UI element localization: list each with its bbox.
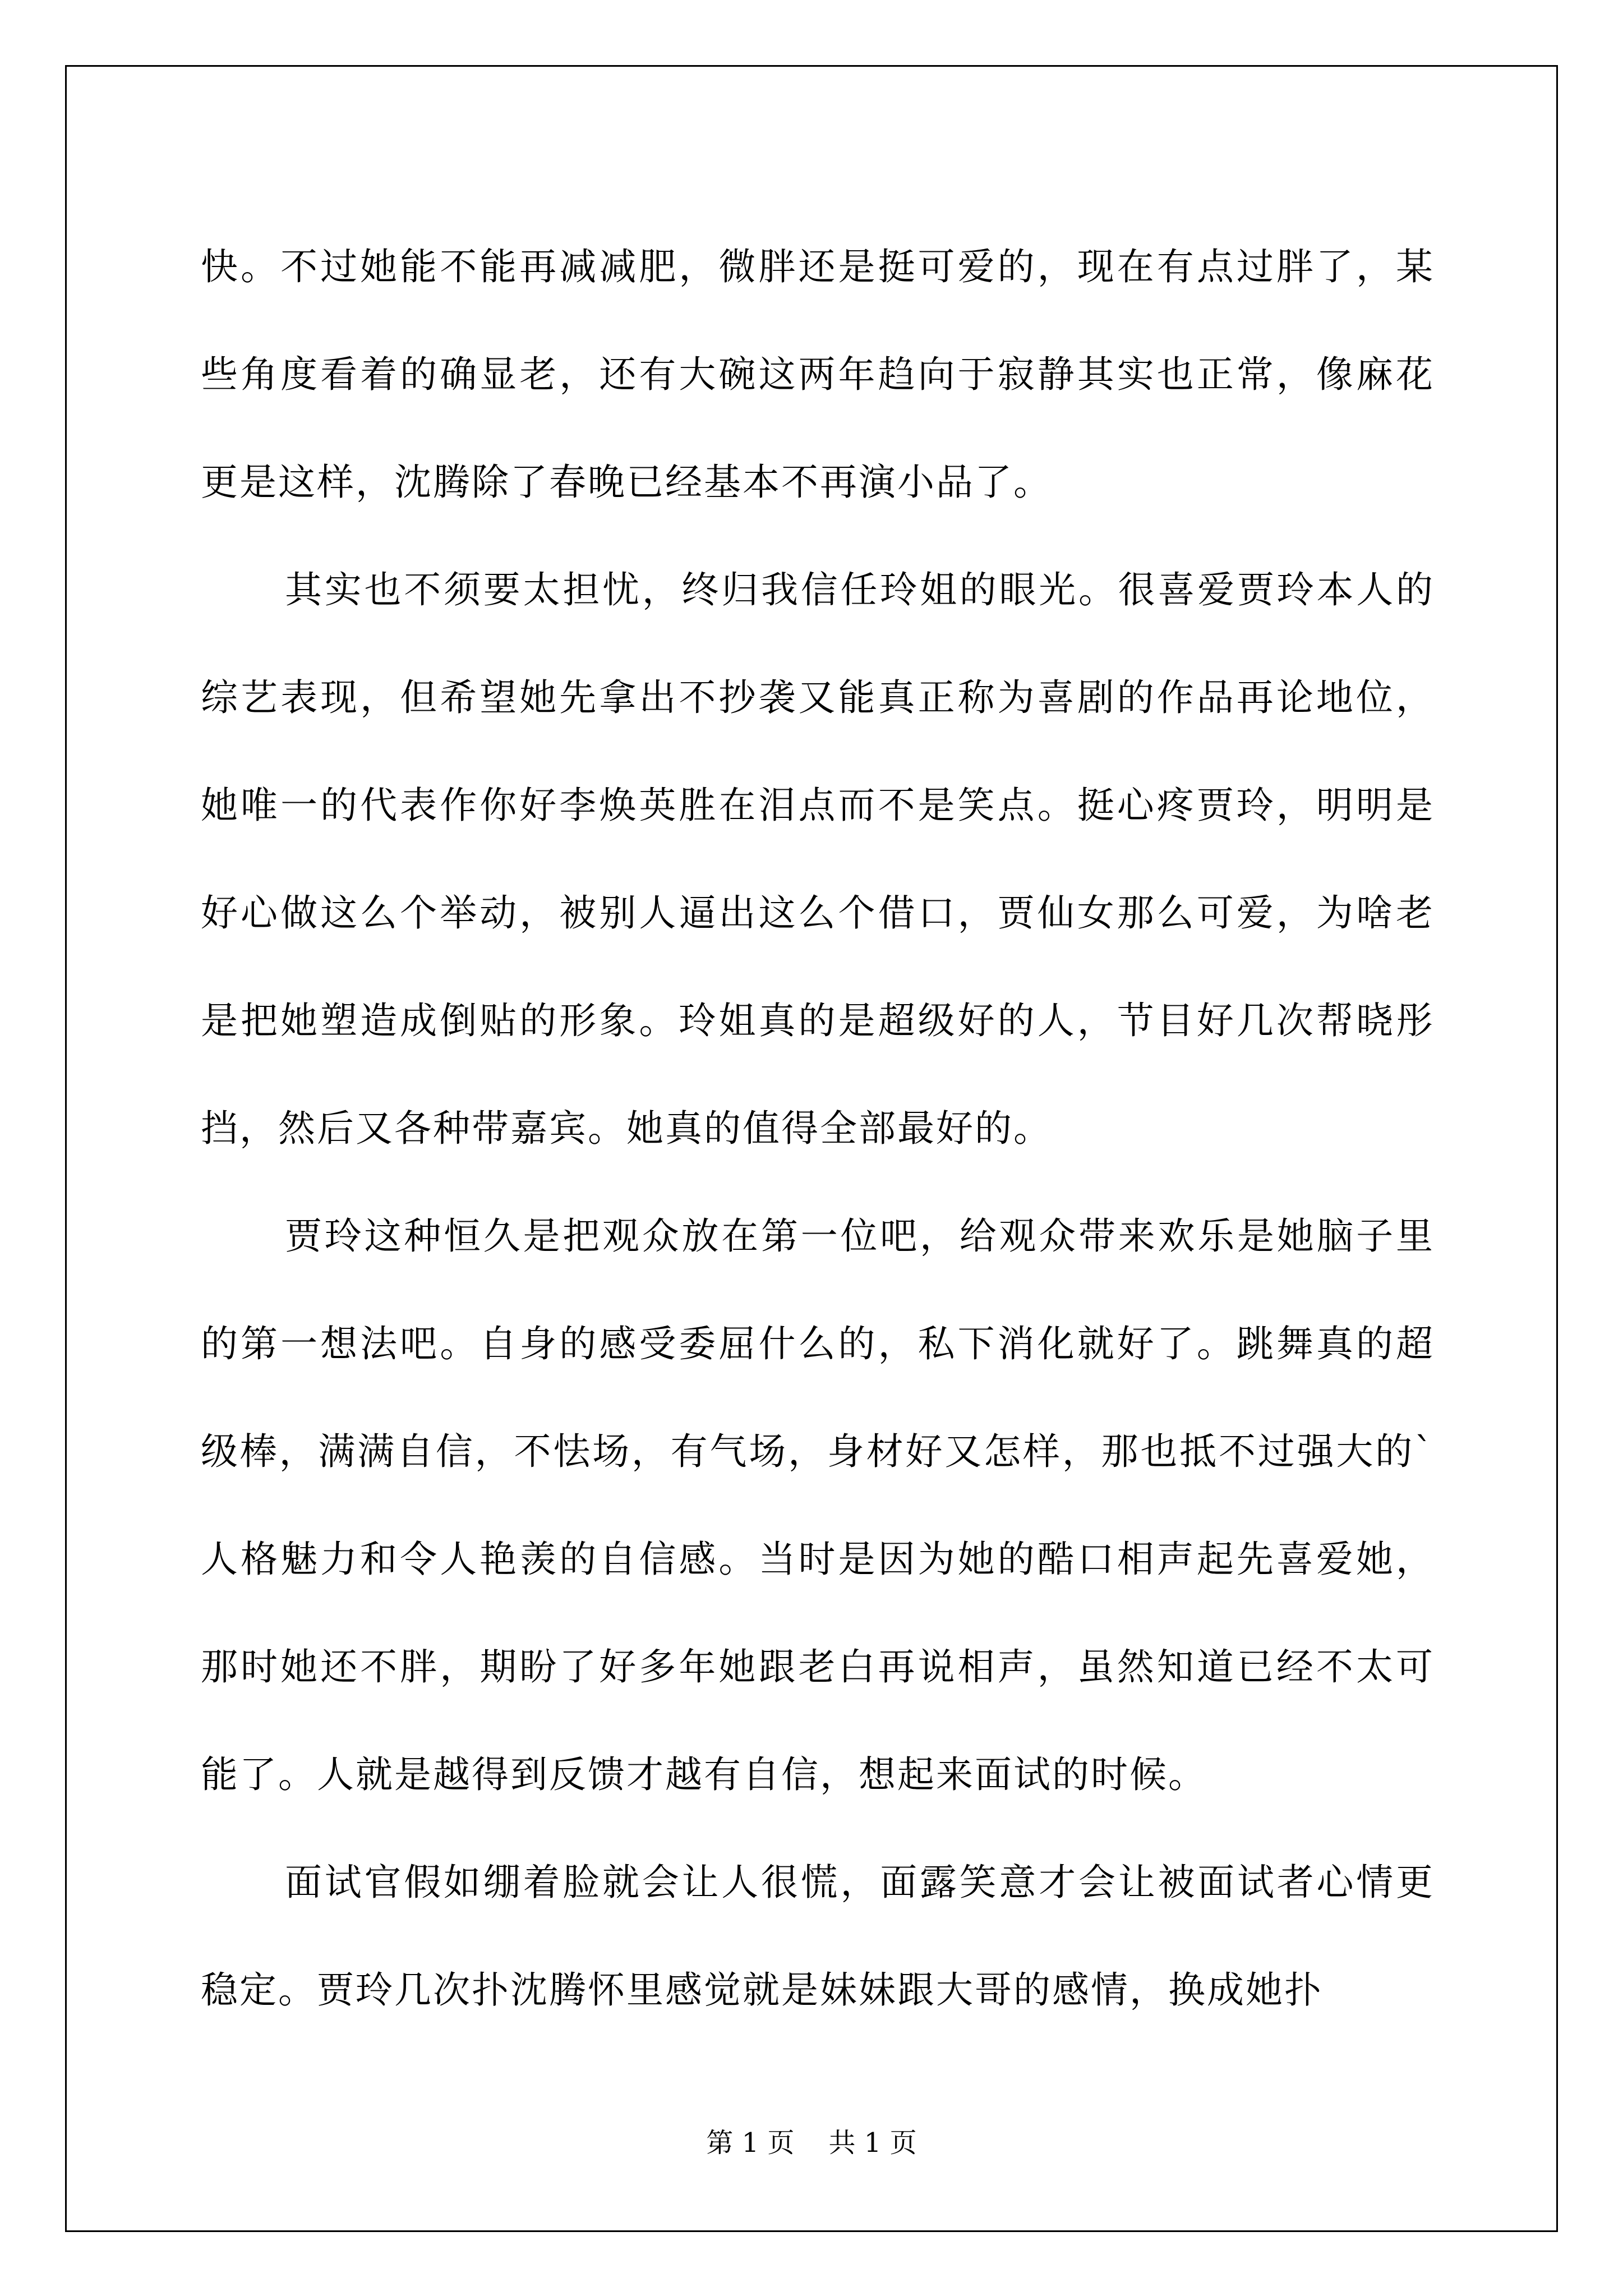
paragraph-3: 贾玲这种恒久是把观众放在第一位吧，给观众带来欢乐是她脑子里的第一想法吧。自身的感受委屈什么的，私下消化就好了。跳舞真的超级棒，满满自信，不怯场，有气场，身材好又怎样，那也抵不过强大的`人格魅力和令人艳羡的自信感。当时是因为她的酷口相声起先喜爱她，那时她还不胖，期盼了好多年她跟老白再说相声，虽然知道已经不太可能了。人就是越得到反馈才越有自信，想起来面试的时候。 [201, 1214, 1435, 1796]
paragraph-1: 快。不过她能不能再减减肥，微胖还是挺可爱的，现在有点过胖了，某些角度看着的确显老，还有大碗这两年趋向于寂静其实也正常，像麻花更是这样，沈腾除了春晚已经基本不再演小品了。 [201, 245, 1435, 504]
paragraph-2: 其实也不须要太担忧，终归我信任玲姐的眼光。很喜爱贾玲本人的综艺表现，但希望她先拿出不抄袭又能真正称为喜剧的作品再论地位，她唯一的代表作你好李焕英胜在泪点而不是笑点。挺心疼贾玲，明明是好心做这么个举动，被别人逼出这么个借口，贾仙女那么可爱，为啥老是把她塑造成倒贴的形象。玲姐真的是超级好的人，节目好几次帮晓彤挡，然后又各种带嘉宾。她真的值得全部最好的。 [201, 568, 1435, 1150]
paragraph-4: 面试官假如绷着脸就会让人很慌，面露笑意才会让被面试者心情更稳定。贾玲几次扑沈腾怀里感觉就是妹妹跟大哥的感情，换成她扑 [201, 1861, 1435, 2012]
document-body [201, 213, 1435, 2044]
page-footer: 第 1 页 共 1 页 [706, 2127, 917, 2159]
